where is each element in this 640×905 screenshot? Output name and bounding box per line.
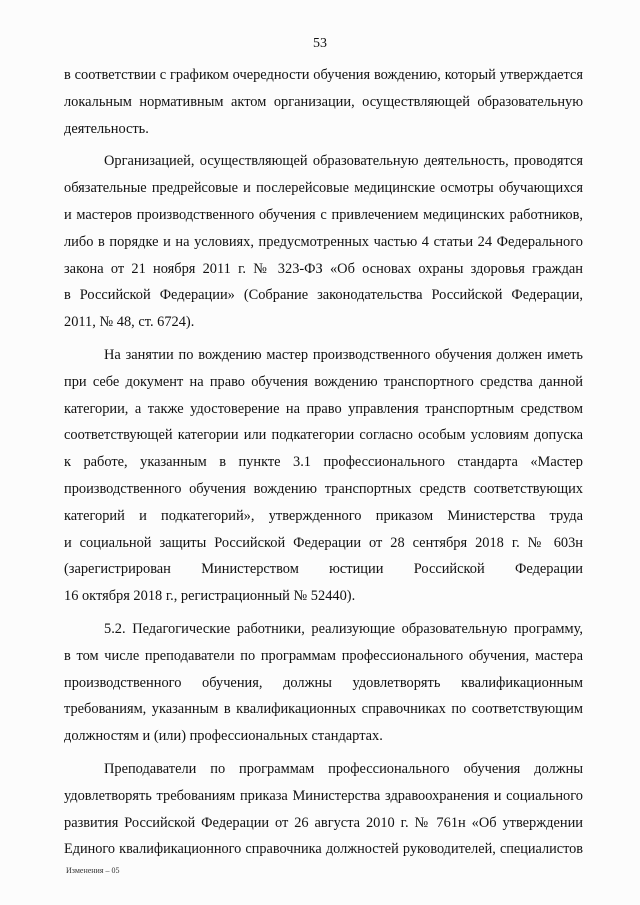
text-line: закона от 21 ноября 2011 г. № 323-ФЗ «Об основах охраны здоровья граждан (64, 260, 583, 277)
text-line: категории, а также удостоверение на право управления транспортным средством (64, 400, 583, 417)
paragraph-1 (64, 62, 583, 142)
text-line: (зарегистрирован Министерством юстиции Российской Федерации (64, 561, 583, 578)
text-line: соответствующей категории или подкатегории согласно особым условиям допуска (64, 427, 583, 444)
text-line: локальным нормативным актом организации, осуществляющей образовательную (64, 93, 583, 110)
paragraph-5 (64, 756, 583, 863)
text-line: и социальной защиты Российской Федерации от 28 сентября 2018 г. № 603н (64, 534, 583, 551)
text-line: в соответствии с графиком очередности обучения вождению, который утверждается (64, 67, 583, 83)
text-line: к работе, указанным в пункте 3.1 профессионального стандарта «Мастер (64, 454, 583, 471)
page-number: 53 (313, 36, 327, 51)
text-line: производственного обучения, должны удовлетворять квалификационным (64, 674, 583, 691)
text-line: 16 октября 2018 г., регистрационный № 52440). (64, 588, 356, 605)
text-line: категорий и подкатегорий», утвержденного приказом Министерства труда (64, 507, 583, 524)
text-line: требованиям, указанным в квалификационных справочниках по соответствующим (64, 701, 583, 718)
text-line: в Российской Федерации» (Собрание законодательства Российской Федерации, (64, 287, 583, 304)
text-line: либо в порядке и на условиях, предусмотренных частью 4 статьи 24 Федерального (64, 233, 583, 250)
text-line: должностям и (или) профессиональных стандартах. (64, 728, 383, 745)
text-line: при себе документ на право обучения вождению транспортного средства данной (64, 373, 583, 390)
document-body (64, 62, 583, 863)
text-line: Единого квалификационного справочника должностей руководителей, специалистов (64, 841, 583, 858)
paragraph-4 (64, 616, 583, 750)
text-line: деятельность. (64, 120, 149, 137)
text-line: и мастеров производственного обучения с привлечением медицинских работников, (64, 206, 583, 223)
text-line: 5.2. Педагогические работники, реализующие образовательную программу, (104, 620, 583, 637)
footer-revision-note: Изменения – 05 (66, 866, 120, 875)
text-line: 2011, № 48, ст. 6724). (64, 314, 195, 331)
paragraph-2 (64, 148, 583, 336)
text-line: развития Российской Федерации от 26 августа 2010 г. № 761н «Об утверждении (64, 814, 583, 831)
text-line: производственного обучения вождению транспортных средств соответствующих (64, 480, 583, 497)
paragraph-3 (64, 342, 583, 610)
text-line: удовлетворять требованиям приказа Министерства здравоохранения и социального (64, 787, 583, 804)
text-line: обязательные предрейсовые и послерейсовые медицинские осмотры обучающихся (64, 180, 583, 197)
text-line: На занятии по вождению мастер производственного обучения должен иметь (104, 346, 583, 363)
text-line: в том числе преподаватели по программам профессионального обучения, мастера (64, 647, 583, 664)
text-line: Организацией, осуществляющей образовательную деятельность, проводятся (104, 153, 583, 170)
text-line: Преподаватели по программам профессионального обучения должны (104, 760, 583, 777)
